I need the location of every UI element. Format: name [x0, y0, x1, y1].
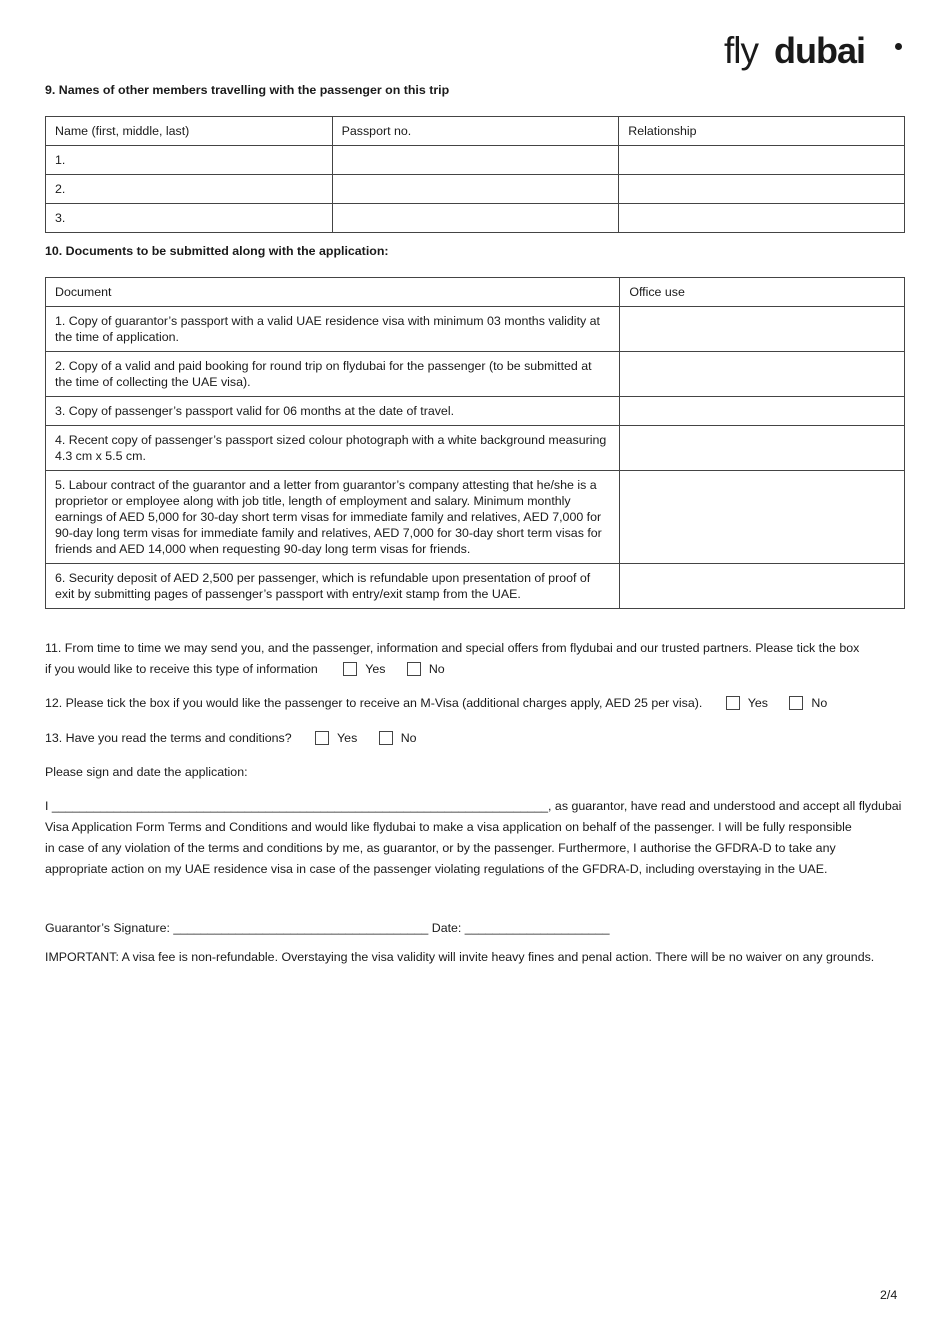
q11-yes-checkbox[interactable]	[343, 662, 357, 676]
sign-prompt: Please sign and date the application:	[45, 765, 248, 779]
declaration-line: appropriate action on my UAE residence visa in case of the passenger violating regulations of the GFDRA-D, including overstaying in the UAE.	[45, 862, 828, 876]
q11-line-1: 11. From time to time we may send you, and the passenger, information and special offers from flydubai and our trusted partners. Please tick the box	[45, 641, 860, 655]
table-row	[46, 204, 905, 233]
office-use-cell	[620, 352, 905, 397]
section-9-heading: 9. Names of other members travelling with the passenger on this trip	[45, 83, 450, 97]
q13-no-checkbox[interactable]	[379, 731, 393, 745]
q11-question: if you would like to receive this type of information	[45, 662, 318, 676]
table-row	[46, 175, 905, 204]
member-passport-cell[interactable]	[332, 146, 619, 175]
office-use-cell	[620, 471, 905, 564]
q13-yes-checkbox[interactable]	[315, 731, 329, 745]
member-relationship-cell[interactable]	[619, 146, 905, 175]
office-use-cell	[620, 564, 905, 609]
q12-line	[45, 693, 827, 714]
logo-fly-text: fly	[724, 30, 758, 71]
page-number: 2/4	[880, 1288, 898, 1302]
declaration-line[interactable]: I ________________________________________________________________________, as guarantor, have read and understood and accept all flydubai	[45, 799, 902, 813]
q11-line-2	[45, 659, 445, 680]
table-header-row	[46, 117, 905, 146]
member-name-cell[interactable]: 2.	[46, 175, 333, 204]
member-relationship-cell[interactable]	[619, 204, 905, 233]
member-name-cell[interactable]: 1.	[46, 146, 333, 175]
q13-question: 13. Have you read the terms and conditions?	[45, 731, 292, 745]
signature-date-line[interactable]: Guarantor’s Signature: _____________________________________ Date: _____________________	[45, 921, 610, 935]
flydubai-logo	[724, 30, 906, 72]
q11-no-checkbox[interactable]	[407, 662, 421, 676]
table-row	[46, 146, 905, 175]
q13-yes-label: Yes	[337, 731, 358, 745]
office-use-cell	[620, 397, 905, 426]
logo-dubai-text: dubai	[774, 30, 865, 71]
logo-dot	[895, 43, 902, 50]
column-header-passport: Passport no.	[332, 117, 619, 146]
declaration-line: in case of any violation of the terms and conditions by me, as guarantor, or by the passenger. Furthermore, I authorise the GFDRA-D to take any	[45, 841, 836, 855]
documents-table	[45, 277, 905, 609]
q12-no-option[interactable]	[789, 693, 827, 714]
table-row	[46, 471, 905, 564]
important-notice: IMPORTANT: A visa fee is non-refundable. Overstaying the visa validity will invite heavy fines and penal action. There will be no waiver on any grounds.	[45, 950, 875, 964]
q12-no-label: No	[811, 696, 828, 710]
q12-question: 12. Please tick the box if you would like the passenger to receive an M-Visa (additional charges apply, AED 25 per visa).	[45, 696, 703, 710]
declaration-paragraph	[45, 796, 907, 880]
q11-no-option[interactable]	[407, 659, 445, 680]
q12-no-checkbox[interactable]	[789, 696, 803, 710]
travelling-members-table	[45, 116, 905, 233]
table-row	[46, 564, 905, 609]
q13-no-option[interactable]	[379, 728, 417, 749]
table-row	[46, 352, 905, 397]
office-use-cell	[620, 307, 905, 352]
document-item: 2. Copy of a valid and paid booking for round trip on flydubai for the passenger (to be submitted at the time of collecting the UAE visa).	[46, 352, 620, 397]
table-header-row	[46, 278, 905, 307]
q11-yes-option[interactable]	[343, 659, 385, 680]
member-passport-cell[interactable]	[332, 204, 619, 233]
document-item: 1. Copy of guarantor’s passport with a valid UAE residence visa with minimum 03 months validity at the time of application.	[46, 307, 620, 352]
table-row	[46, 426, 905, 471]
member-relationship-cell[interactable]	[619, 175, 905, 204]
member-name-cell[interactable]: 3.	[46, 204, 333, 233]
q13-no-label: No	[400, 731, 417, 745]
column-header-office-use: Office use	[620, 278, 905, 307]
q11-no-label: No	[428, 662, 445, 676]
section-10-heading: 10. Documents to be submitted along with the application:	[45, 244, 389, 258]
q12-yes-label: Yes	[747, 696, 768, 710]
column-header-document: Document	[46, 278, 620, 307]
document-item: 6. Security deposit of AED 2,500 per passenger, which is refundable upon presentation of proof of exit by submitting pages of passenger’s passport with entry/exit stamp from the UAE.	[46, 564, 620, 609]
table-row	[46, 307, 905, 352]
member-passport-cell[interactable]	[332, 175, 619, 204]
q13-line	[45, 728, 417, 749]
q11-yes-label: Yes	[365, 662, 386, 676]
document-item: 4. Recent copy of passenger’s passport sized colour photograph with a white background measuring 4.3 cm x 5.5 cm.	[46, 426, 620, 471]
document-item: 5. Labour contract of the guarantor and a letter from guarantor’s company attesting that he/she is a proprietor or employee along with job title, length of employment and salary. Minimum monthly earnings of AED 5,000 for 30-day short term visas for immediate family and relatives, AED 7,000 for 90-day long term visas for immediate family and relatives, AED 7,000 for 30-day short term visas for friends and AED 14,000 when requesting 90-day long term visas for friends.	[46, 471, 620, 564]
q13-yes-option[interactable]	[315, 728, 357, 749]
document-item: 3. Copy of passenger’s passport valid for 06 months at the date of travel.	[46, 397, 620, 426]
q12-yes-option[interactable]	[726, 693, 768, 714]
table-row	[46, 397, 905, 426]
q12-yes-checkbox[interactable]	[726, 696, 740, 710]
column-header-name: Name (first, middle, last)	[46, 117, 333, 146]
column-header-relationship: Relationship	[619, 117, 905, 146]
office-use-cell	[620, 426, 905, 471]
declaration-line: Visa Application Form Terms and Conditions and would like flydubai to make a visa application on behalf of the passenger. I will be fully responsible	[45, 820, 852, 834]
